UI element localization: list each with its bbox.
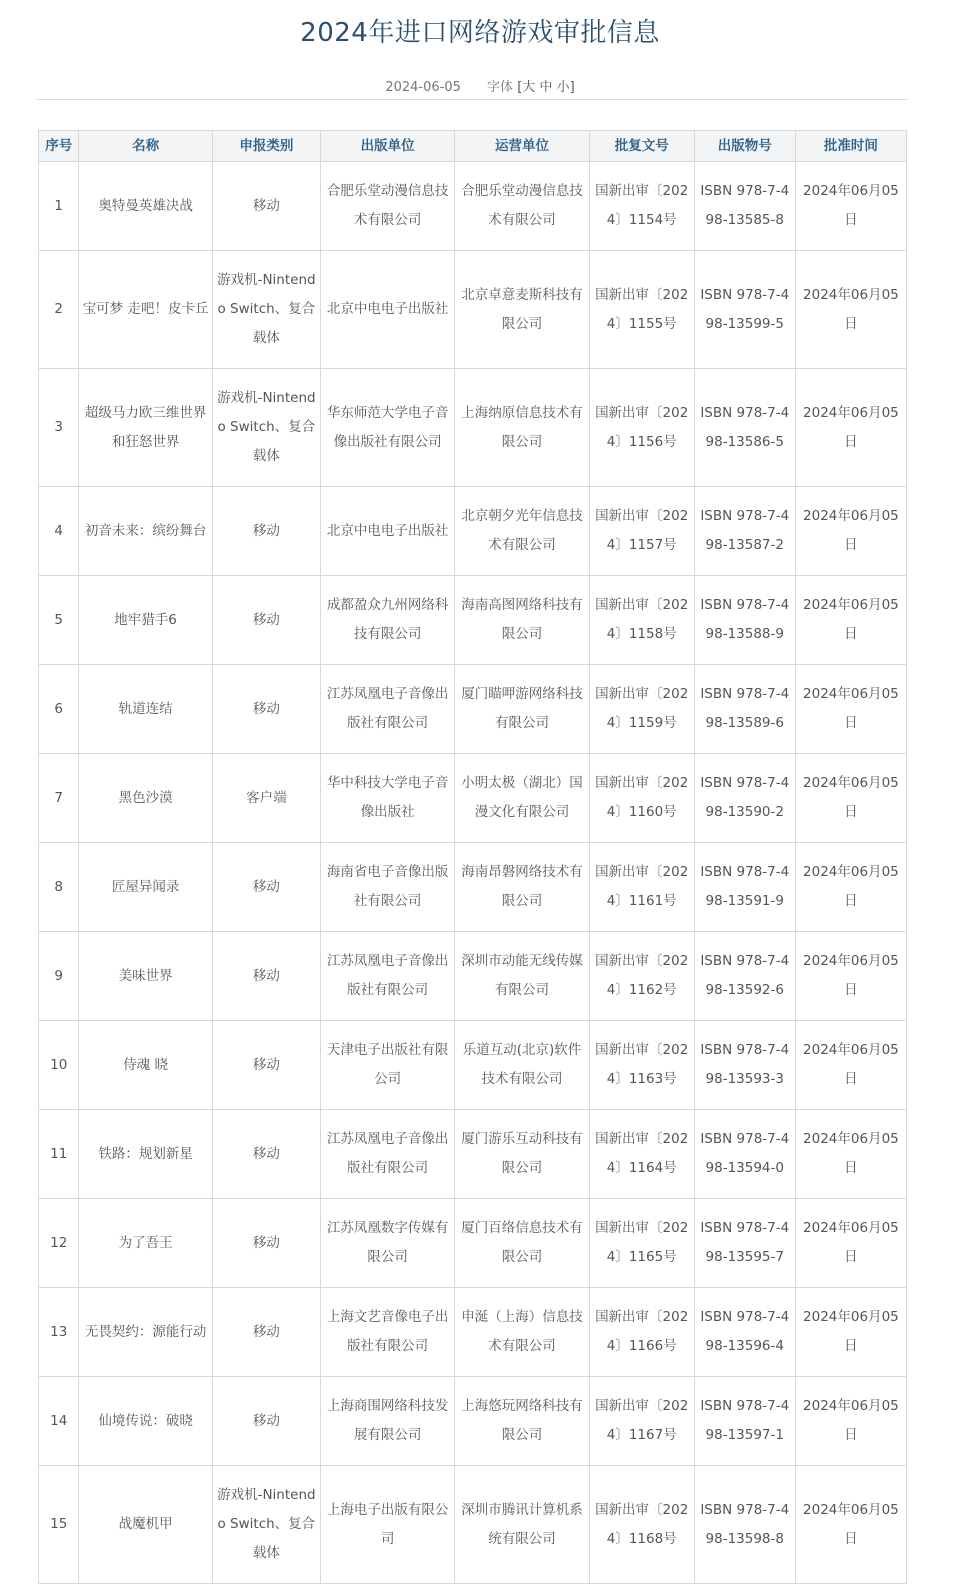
cell-game-name: 美味世界 bbox=[79, 932, 212, 1021]
cell-operator: 上海悠玩网络科技有限公司 bbox=[455, 1377, 589, 1466]
cell-operator: 乐道互动(北京)软件技术有限公司 bbox=[455, 1021, 589, 1110]
header-approval-no: 批复文号 bbox=[589, 131, 694, 162]
cell-operator: 上海纳原信息技术有限公司 bbox=[455, 369, 589, 487]
table-row bbox=[39, 932, 907, 1021]
table-row bbox=[39, 162, 907, 251]
cell-publisher: 海南省电子音像出版社有限公司 bbox=[320, 843, 454, 932]
cell-operator: 厦门百络信息技术有限公司 bbox=[455, 1199, 589, 1288]
cell-operator: 合肥乐堂动漫信息技术有限公司 bbox=[455, 162, 589, 251]
cell-approval-date: 2024年06月05日 bbox=[795, 1377, 906, 1466]
cell-approval-no: 国新出审〔2024〕1157号 bbox=[589, 487, 694, 576]
table-row bbox=[39, 843, 907, 932]
cell-category: 移动 bbox=[212, 1021, 320, 1110]
font-bracket-open: [ bbox=[517, 80, 523, 95]
cell-isbn: ISBN 978-7-498-13596-4 bbox=[694, 1288, 795, 1377]
table-row bbox=[39, 754, 907, 843]
cell-approval-no: 国新出审〔2024〕1165号 bbox=[589, 1199, 694, 1288]
cell-category: 移动 bbox=[212, 1377, 320, 1466]
cell-no: 10 bbox=[39, 1021, 79, 1110]
cell-publisher: 华东师范大学电子音像出版社有限公司 bbox=[320, 369, 454, 487]
table-row bbox=[39, 369, 907, 487]
cell-operator: 厦门瞄呷游网络科技有限公司 bbox=[455, 665, 589, 754]
font-size-large-link[interactable]: 大 bbox=[522, 80, 536, 95]
cell-operator: 小明太极（湖北）国漫文化有限公司 bbox=[455, 754, 589, 843]
cell-approval-date: 2024年06月05日 bbox=[795, 1110, 906, 1199]
header-publisher: 出版单位 bbox=[320, 131, 454, 162]
cell-isbn: ISBN 978-7-498-13597-1 bbox=[694, 1377, 795, 1466]
cell-approval-no: 国新出审〔2024〕1168号 bbox=[589, 1466, 694, 1584]
cell-game-name: 超级马力欧三维世界和狂怒世界 bbox=[79, 369, 212, 487]
cell-publisher: 江苏凤凰电子音像出版社有限公司 bbox=[320, 665, 454, 754]
cell-category: 移动 bbox=[212, 162, 320, 251]
table-row bbox=[39, 1110, 907, 1199]
header-no: 序号 bbox=[39, 131, 79, 162]
cell-category: 客户端 bbox=[212, 754, 320, 843]
cell-publisher: 上海电子出版有限公司 bbox=[320, 1466, 454, 1584]
cell-game-name: 侍魂 晓 bbox=[79, 1021, 212, 1110]
cell-publisher: 华中科技大学电子音像出版社 bbox=[320, 754, 454, 843]
cell-isbn: ISBN 978-7-498-13594-0 bbox=[694, 1110, 795, 1199]
cell-game-name: 为了吾王 bbox=[79, 1199, 212, 1288]
cell-category: 移动 bbox=[212, 932, 320, 1021]
cell-category: 移动 bbox=[212, 665, 320, 754]
cell-approval-no: 国新出审〔2024〕1159号 bbox=[589, 665, 694, 754]
cell-approval-date: 2024年06月05日 bbox=[795, 1288, 906, 1377]
cell-approval-no: 国新出审〔2024〕1161号 bbox=[589, 843, 694, 932]
approval-table bbox=[38, 130, 907, 1584]
cell-approval-no: 国新出审〔2024〕1155号 bbox=[589, 251, 694, 369]
cell-operator: 深圳市腾讯计算机系统有限公司 bbox=[455, 1466, 589, 1584]
cell-publisher: 北京中电电子出版社 bbox=[320, 487, 454, 576]
cell-game-name: 铁路：规划新星 bbox=[79, 1110, 212, 1199]
table-row bbox=[39, 251, 907, 369]
cell-approval-date: 2024年06月05日 bbox=[795, 1021, 906, 1110]
cell-approval-date: 2024年06月05日 bbox=[795, 665, 906, 754]
cell-category: 游戏机-Nintendo Switch、复合载体 bbox=[212, 1466, 320, 1584]
cell-no: 4 bbox=[39, 487, 79, 576]
cell-isbn: ISBN 978-7-498-13591-9 bbox=[694, 843, 795, 932]
cell-approval-date: 2024年06月05日 bbox=[795, 576, 906, 665]
cell-operator: 厦门游乐互动科技有限公司 bbox=[455, 1110, 589, 1199]
table-row bbox=[39, 665, 907, 754]
cell-no: 3 bbox=[39, 369, 79, 487]
table-header-row bbox=[39, 131, 907, 162]
cell-operator: 海南昂磐网络技术有限公司 bbox=[455, 843, 589, 932]
cell-game-name: 奥特曼英雄决战 bbox=[79, 162, 212, 251]
cell-game-name: 黑色沙漠 bbox=[79, 754, 212, 843]
table-body bbox=[39, 162, 907, 1584]
table-row bbox=[39, 1021, 907, 1110]
cell-publisher: 成都盈众九州网络科技有限公司 bbox=[320, 576, 454, 665]
cell-no: 7 bbox=[39, 754, 79, 843]
header-approval-date: 批准时间 bbox=[795, 131, 906, 162]
cell-game-name: 匠屋异闻录 bbox=[79, 843, 212, 932]
cell-publisher: 上海商围网络科技发展有限公司 bbox=[320, 1377, 454, 1466]
cell-approval-no: 国新出审〔2024〕1158号 bbox=[589, 576, 694, 665]
table-row bbox=[39, 1288, 907, 1377]
cell-category: 移动 bbox=[212, 1288, 320, 1377]
cell-game-name: 战魔机甲 bbox=[79, 1466, 212, 1584]
cell-game-name: 无畏契约：源能行动 bbox=[79, 1288, 212, 1377]
cell-category: 移动 bbox=[212, 576, 320, 665]
cell-approval-no: 国新出审〔2024〕1162号 bbox=[589, 932, 694, 1021]
cell-isbn: ISBN 978-7-498-13592-6 bbox=[694, 932, 795, 1021]
cell-isbn: ISBN 978-7-498-13587-2 bbox=[694, 487, 795, 576]
cell-approval-date: 2024年06月05日 bbox=[795, 162, 906, 251]
cell-publisher: 合肥乐堂动漫信息技术有限公司 bbox=[320, 162, 454, 251]
cell-isbn: ISBN 978-7-498-13595-7 bbox=[694, 1199, 795, 1288]
font-size-switch bbox=[517, 80, 574, 95]
cell-approval-no: 国新出审〔2024〕1154号 bbox=[589, 162, 694, 251]
cell-approval-no: 国新出审〔2024〕1166号 bbox=[589, 1288, 694, 1377]
header-divider bbox=[37, 99, 907, 100]
cell-no: 12 bbox=[39, 1199, 79, 1288]
cell-operator: 北京朝夕光年信息技术有限公司 bbox=[455, 487, 589, 576]
cell-no: 11 bbox=[39, 1110, 79, 1199]
cell-isbn: ISBN 978-7-498-13590-2 bbox=[694, 754, 795, 843]
cell-isbn: ISBN 978-7-498-13599-5 bbox=[694, 251, 795, 369]
table-row bbox=[39, 1466, 907, 1584]
cell-game-name: 宝可梦 走吧！皮卡丘 bbox=[79, 251, 212, 369]
cell-publisher: 江苏凤凰电子音像出版社有限公司 bbox=[320, 932, 454, 1021]
header-operator: 运营单位 bbox=[455, 131, 589, 162]
cell-approval-date: 2024年06月05日 bbox=[795, 843, 906, 932]
font-size-label: 字体 bbox=[487, 80, 514, 95]
cell-category: 移动 bbox=[212, 487, 320, 576]
cell-approval-date: 2024年06月05日 bbox=[795, 369, 906, 487]
cell-approval-date: 2024年06月05日 bbox=[795, 487, 906, 576]
cell-isbn: ISBN 978-7-498-13588-9 bbox=[694, 576, 795, 665]
cell-publisher: 北京中电电子出版社 bbox=[320, 251, 454, 369]
cell-category: 移动 bbox=[212, 1199, 320, 1288]
cell-approval-date: 2024年06月05日 bbox=[795, 1199, 906, 1288]
cell-operator: 申涎（上海）信息技术有限公司 bbox=[455, 1288, 589, 1377]
cell-no: 5 bbox=[39, 576, 79, 665]
article-meta bbox=[0, 76, 960, 95]
cell-category: 移动 bbox=[212, 843, 320, 932]
header-isbn: 出版物号 bbox=[694, 131, 795, 162]
cell-no: 2 bbox=[39, 251, 79, 369]
cell-no: 1 bbox=[39, 162, 79, 251]
cell-approval-no: 国新出审〔2024〕1156号 bbox=[589, 369, 694, 487]
cell-publisher: 天津电子出版社有限公司 bbox=[320, 1021, 454, 1110]
cell-publisher: 上海文艺音像电子出版社有限公司 bbox=[320, 1288, 454, 1377]
table-row bbox=[39, 576, 907, 665]
cell-no: 9 bbox=[39, 932, 79, 1021]
cell-publisher: 江苏凤凰数字传媒有限公司 bbox=[320, 1199, 454, 1288]
cell-approval-no: 国新出审〔2024〕1167号 bbox=[589, 1377, 694, 1466]
cell-no: 13 bbox=[39, 1288, 79, 1377]
font-bracket-close: ] bbox=[569, 80, 575, 95]
cell-operator: 深圳市动能无线传媒有限公司 bbox=[455, 932, 589, 1021]
cell-no: 15 bbox=[39, 1466, 79, 1584]
cell-approval-no: 国新出审〔2024〕1163号 bbox=[589, 1021, 694, 1110]
table-row bbox=[39, 1377, 907, 1466]
cell-isbn: ISBN 978-7-498-13589-6 bbox=[694, 665, 795, 754]
cell-game-name: 轨道连结 bbox=[79, 665, 212, 754]
cell-publisher: 江苏凤凰电子音像出版社有限公司 bbox=[320, 1110, 454, 1199]
cell-isbn: ISBN 978-7-498-13585-8 bbox=[694, 162, 795, 251]
cell-operator: 海南高图网络科技有限公司 bbox=[455, 576, 589, 665]
cell-category: 移动 bbox=[212, 1110, 320, 1199]
font-size-small-link[interactable]: 小 bbox=[556, 80, 570, 95]
table-row bbox=[39, 487, 907, 576]
cell-approval-date: 2024年06月05日 bbox=[795, 932, 906, 1021]
header-name: 名称 bbox=[79, 131, 212, 162]
cell-game-name: 初音未来：缤纷舞台 bbox=[79, 487, 212, 576]
cell-operator: 北京卓意麦斯科技有限公司 bbox=[455, 251, 589, 369]
cell-isbn: ISBN 978-7-498-13593-3 bbox=[694, 1021, 795, 1110]
cell-approval-no: 国新出审〔2024〕1160号 bbox=[589, 754, 694, 843]
cell-no: 6 bbox=[39, 665, 79, 754]
cell-isbn: ISBN 978-7-498-13586-5 bbox=[694, 369, 795, 487]
cell-approval-no: 国新出审〔2024〕1164号 bbox=[589, 1110, 694, 1199]
cell-no: 8 bbox=[39, 843, 79, 932]
page-title: 2024年进口网络游戏审批信息 bbox=[300, 18, 660, 48]
header-category: 申报类别 bbox=[212, 131, 320, 162]
table-row bbox=[39, 1199, 907, 1288]
cell-approval-date: 2024年06月05日 bbox=[795, 754, 906, 843]
cell-isbn: ISBN 978-7-498-13598-8 bbox=[694, 1466, 795, 1584]
cell-category: 游戏机-Nintendo Switch、复合载体 bbox=[212, 369, 320, 487]
cell-game-name: 地牢猎手6 bbox=[79, 576, 212, 665]
cell-game-name: 仙境传说：破晓 bbox=[79, 1377, 212, 1466]
publish-date: 2024-06-05 bbox=[385, 80, 461, 95]
cell-no: 14 bbox=[39, 1377, 79, 1466]
cell-approval-date: 2024年06月05日 bbox=[795, 1466, 906, 1584]
cell-category: 游戏机-Nintendo Switch、复合载体 bbox=[212, 251, 320, 369]
font-size-medium-link[interactable]: 中 bbox=[539, 80, 553, 95]
cell-approval-date: 2024年06月05日 bbox=[795, 251, 906, 369]
